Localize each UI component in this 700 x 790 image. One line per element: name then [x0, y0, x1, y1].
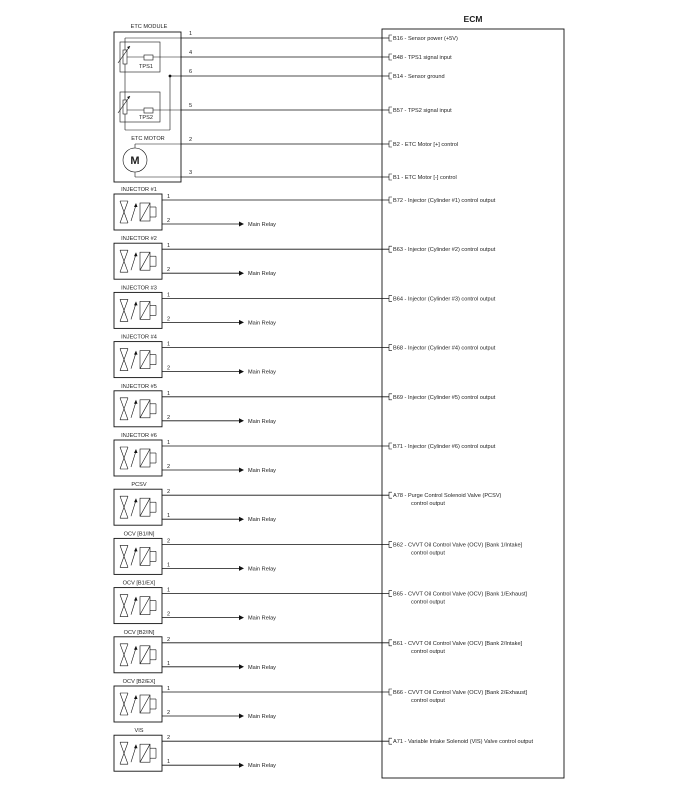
terminal-desc: CVVT Oil Control Valve (OCV) [Bank 1/Intake] [407, 542, 523, 549]
component-8 [114, 581, 528, 624]
terminal-label [393, 641, 523, 647]
main-relay-label: Main Relay [248, 369, 276, 376]
solenoid-valve-icon [120, 693, 156, 715]
pin-number: 1 [167, 660, 171, 667]
pin-number: 4 [189, 50, 193, 56]
terminal-desc: Purge Control Solenoid Valve (PCSV) [407, 493, 502, 500]
solenoid-valve-icon [120, 349, 156, 371]
terminal-label [393, 55, 452, 61]
terminal-desc: CVVT Oil Control Valve (OCV) [Bank 1/Exhaust] [407, 591, 528, 598]
etc-module-label: ETC MODULE [130, 24, 168, 30]
terminal-label [393, 142, 458, 148]
component-label: VIS [134, 728, 144, 735]
terminal-desc: Injector (Cylinder #3) control output [407, 296, 496, 303]
component-label: OCV [B1/EX] [122, 580, 156, 587]
solenoid-valve-icon [120, 299, 156, 321]
component-label: INJECTOR #4 [121, 334, 157, 341]
arrow-right-icon [239, 615, 244, 620]
etc-wires [170, 31, 458, 181]
component-label: INJECTOR #5 [121, 383, 157, 390]
main-relay-label: Main Relay [248, 222, 276, 228]
arrow-right-icon [239, 369, 244, 374]
main-relay-label: Main Relay [248, 615, 276, 622]
terminal-label [393, 296, 496, 302]
component-box [114, 194, 162, 230]
terminal-desc: Variable Intake Solenoid (VIS) Valve control output [407, 739, 534, 746]
main-relay-label: Main Relay [248, 468, 276, 474]
main-relay-label: Main Relay [248, 714, 276, 720]
terminal-desc: Injector (Cylinder #4) control output [407, 345, 496, 352]
terminal-code: B69 [393, 394, 403, 401]
terminal-code: B65 [393, 591, 403, 598]
main-relay-label: Main Relay [248, 320, 276, 327]
terminal-code: A71 [393, 739, 403, 746]
terminal-separator: - [402, 542, 408, 549]
terminal-separator: - [402, 108, 408, 114]
component-box [114, 342, 162, 378]
motor-symbol: M [130, 155, 140, 167]
component-5 [114, 433, 496, 476]
pin-number: 2 [167, 735, 171, 742]
components [114, 187, 533, 771]
terminal-code: B64 [393, 296, 403, 303]
arrow-right-icon [239, 517, 244, 522]
component-label: INJECTOR #2 [121, 236, 157, 243]
pin-number: 2 [167, 414, 171, 421]
terminal-label [393, 346, 496, 352]
pin-number: 2 [167, 365, 171, 372]
terminal-code: B48 [393, 55, 403, 61]
pin-number: 2 [167, 710, 171, 716]
terminal-desc: Injector (Cylinder #1) control output [407, 198, 496, 204]
solenoid-valve-icon [120, 496, 156, 518]
terminal-desc: CVVT Oil Control Valve (OCV) [Bank 2/Exhaust] [407, 690, 528, 696]
pin-number: 1 [167, 390, 171, 397]
terminal-desc: Injector (Cylinder #2) control output [407, 247, 496, 254]
arrow-right-icon [239, 566, 244, 571]
ecm-title: ECM [463, 14, 483, 24]
terminal-separator: - [402, 444, 408, 450]
terminal-label [393, 739, 533, 745]
pin-number: 2 [167, 218, 171, 224]
terminal-code: B16 [393, 36, 403, 42]
terminal-label [393, 592, 528, 598]
terminal-separator: - [402, 74, 408, 80]
component-1 [114, 236, 496, 279]
component-box [114, 440, 162, 476]
pin-number: 1 [167, 440, 171, 446]
arrow-right-icon [239, 664, 244, 669]
etc-wire [181, 137, 458, 148]
terminal-label [393, 690, 528, 696]
etc-wire [181, 50, 452, 61]
terminal-separator: - [402, 690, 408, 696]
terminal-code: B72 [393, 198, 403, 204]
arrow-right-icon [239, 271, 244, 276]
pin-number: 5 [189, 103, 193, 109]
arrow-right-icon [239, 222, 244, 227]
terminal-desc: Sensor ground [407, 74, 445, 80]
solenoid-valve-icon [120, 447, 156, 469]
terminal-desc: Injector (Cylinder #5) control output [407, 394, 496, 401]
pin-number: 2 [167, 316, 171, 323]
arrow-right-icon [239, 418, 244, 423]
pin-number: 3 [189, 170, 193, 176]
component-7 [114, 531, 523, 574]
terminal-separator: - [402, 296, 408, 303]
arrow-right-icon [239, 763, 244, 768]
component-box [114, 489, 162, 525]
pin-number: 1 [167, 513, 171, 520]
terminal-separator: - [402, 345, 408, 352]
etc-module [114, 24, 181, 182]
tps1-label: TPS1 [139, 64, 153, 70]
terminal-desc-continued: control output [411, 550, 445, 557]
component-box [114, 588, 162, 624]
terminal-desc: Sensor power (+5V) [407, 36, 458, 42]
solenoid-valve-icon [120, 398, 156, 420]
terminal-label [393, 74, 445, 80]
pin-number: 6 [189, 69, 193, 75]
terminal-label [393, 247, 496, 253]
pin-number: 1 [167, 194, 171, 200]
terminal-desc: Injector (Cylinder #6) control output [407, 444, 496, 450]
terminal-desc-continued: control output [411, 648, 445, 655]
solenoid-valve-icon [120, 742, 156, 764]
terminal-separator: - [402, 493, 408, 500]
component-9 [114, 630, 523, 673]
pin-number: 2 [167, 464, 171, 470]
pin-number: 1 [167, 587, 171, 594]
terminal-code: B14 [393, 74, 403, 80]
solenoid-valve-icon [120, 644, 156, 666]
terminal-label [393, 175, 457, 181]
tps2-label: TPS2 [139, 115, 153, 121]
terminal-code: A78 [393, 493, 403, 500]
component-label: INJECTOR #6 [121, 433, 157, 439]
component-box [114, 391, 162, 427]
pin-number: 2 [189, 137, 193, 143]
main-relay-label: Main Relay [248, 664, 276, 671]
component-box [114, 686, 162, 722]
terminal-separator: - [399, 142, 405, 148]
pin-number: 2 [167, 267, 171, 274]
pin-number: 1 [167, 243, 171, 250]
component-label: INJECTOR #1 [121, 187, 157, 193]
component-box [114, 637, 162, 673]
component-box [114, 735, 162, 771]
solenoid-valve-icon [120, 250, 156, 272]
component-10 [114, 679, 528, 722]
main-relay-label: Main Relay [248, 517, 276, 524]
terminal-code: B63 [393, 247, 403, 254]
etc-motor-label: ETC MOTOR [131, 136, 165, 142]
etc-wire [181, 69, 445, 80]
terminal-separator: - [399, 175, 405, 181]
component-3 [114, 335, 496, 378]
component-label: OCV [B1/IN] [123, 531, 155, 538]
pin-number: 1 [189, 31, 193, 37]
terminal-code: B68 [393, 345, 403, 352]
terminal-code: B66 [393, 690, 403, 696]
terminal-label [393, 444, 496, 450]
component-6 [114, 482, 502, 525]
terminal-separator: - [402, 739, 408, 746]
pin-number: 2 [167, 636, 171, 643]
terminal-code: B57 [393, 108, 403, 114]
arrow-right-icon [239, 714, 244, 719]
etc-wire [181, 31, 458, 42]
pin-number: 2 [167, 611, 171, 618]
component-0 [114, 187, 496, 230]
terminal-desc: CVVT Oil Control Valve (OCV) [Bank 2/Intake] [407, 640, 523, 647]
terminal-separator: - [402, 247, 408, 254]
main-relay-label: Main Relay [248, 566, 276, 573]
solenoid-valve-icon [120, 545, 156, 567]
component-11 [114, 728, 533, 771]
terminal-label [393, 198, 496, 204]
etc-motor [123, 144, 181, 177]
terminal-separator: - [402, 640, 408, 647]
etc-wire [181, 103, 452, 114]
pin-number: 1 [167, 759, 171, 766]
terminal-separator: - [402, 198, 408, 204]
component-label: INJECTOR #3 [121, 285, 157, 292]
component-label: PCSV [131, 482, 147, 489]
terminal-label [393, 395, 496, 401]
pin-number: 2 [167, 538, 171, 545]
pin-number: 1 [167, 686, 171, 692]
terminal-separator: - [402, 55, 408, 61]
component-box [114, 243, 162, 279]
pin-number: 1 [167, 292, 171, 299]
arrow-right-icon [239, 320, 244, 325]
terminal-label [393, 36, 458, 42]
pin-number: 1 [167, 562, 171, 569]
component-label: OCV [B2/EX] [122, 679, 156, 685]
pin-number: 2 [167, 489, 171, 496]
tps2-sensor [118, 92, 160, 122]
terminal-code: B71 [393, 444, 403, 450]
terminal-separator: - [402, 591, 408, 598]
terminal-label [393, 542, 523, 548]
terminal-desc: TPS1 signal input [407, 55, 452, 61]
terminal-separator: - [402, 394, 408, 401]
pin-number: 1 [167, 341, 171, 348]
terminal-code: B2 [393, 142, 400, 148]
terminal-code: B62 [393, 542, 403, 549]
main-relay-label: Main Relay [248, 271, 276, 278]
component-label: OCV [B2/IN] [123, 629, 155, 636]
main-relay-label: Main Relay [248, 418, 276, 425]
terminal-desc: TPS2 signal input [407, 108, 452, 114]
terminal-desc: ETC Motor [-] control [404, 175, 457, 181]
arrow-right-icon [239, 468, 244, 473]
solenoid-valve-icon [120, 595, 156, 617]
component-box [114, 292, 162, 328]
terminal-desc: ETC Motor [+] control [404, 142, 459, 148]
terminal-separator: - [402, 36, 408, 42]
terminal-label [393, 493, 502, 499]
terminal-desc-continued: control output [411, 599, 445, 606]
terminal-code: B1 [393, 175, 400, 181]
terminal-code: B61 [393, 640, 403, 647]
etc-wire [181, 170, 457, 181]
main-relay-label: Main Relay [248, 763, 276, 770]
component-2 [114, 285, 496, 328]
terminal-desc-continued: control output [411, 501, 445, 508]
terminal-label [393, 108, 452, 114]
component-4 [114, 384, 496, 427]
terminal-desc-continued: control output [411, 698, 445, 704]
component-box [114, 538, 162, 574]
solenoid-valve-icon [120, 201, 156, 223]
